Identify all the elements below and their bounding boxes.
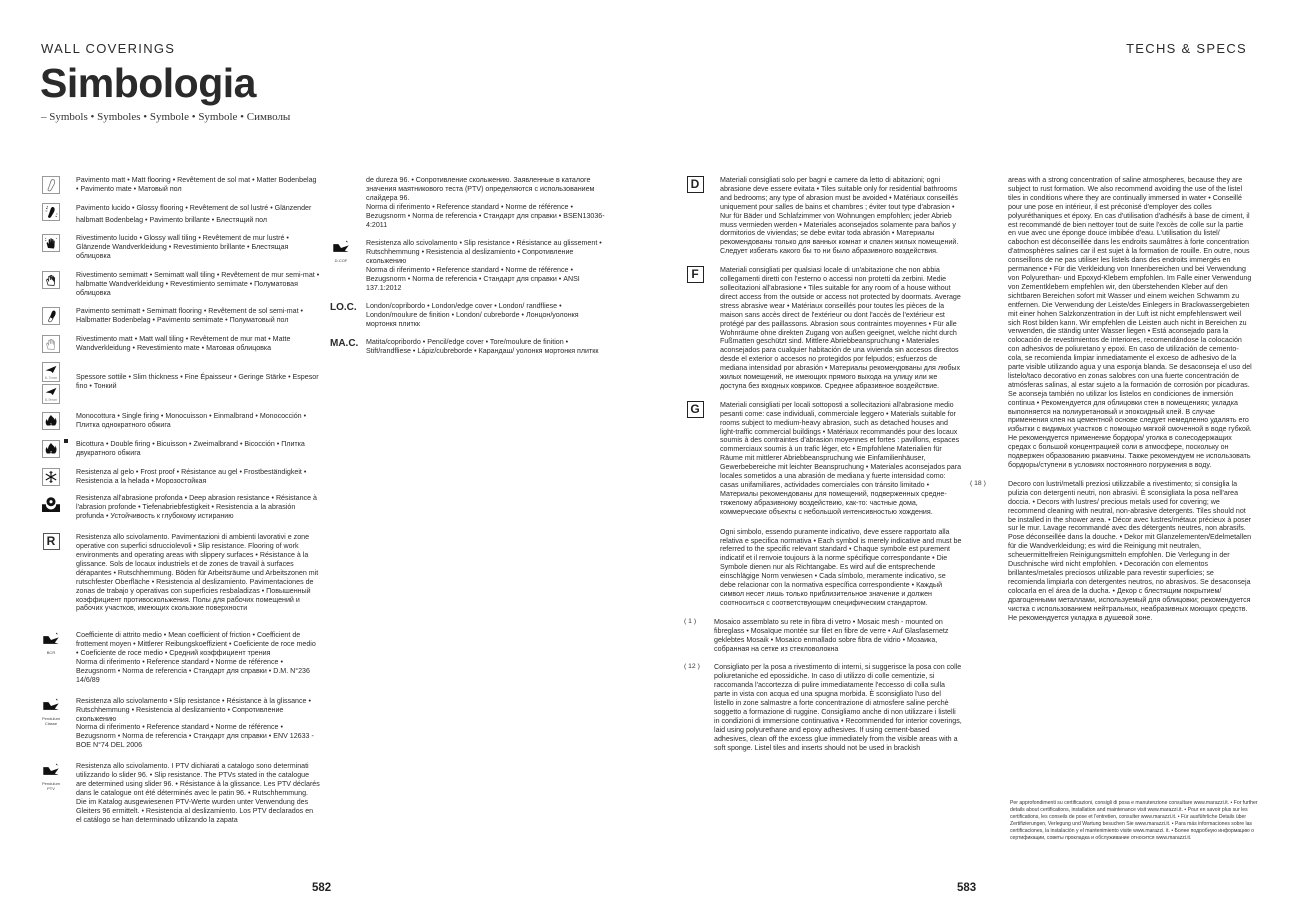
matt-flooring-icon (42, 176, 60, 194)
svg-text:2: 2 (49, 449, 53, 455)
glossy-flooring-icon (42, 203, 60, 221)
class-d-icon: D (687, 176, 704, 193)
bcr-friction-icon: BCR (40, 631, 62, 655)
class-g-icon: G (687, 401, 704, 418)
symbol-entry: Pavimento semimatt • Semimatt flooring • Revêtement de sol semi-mat • Halbmatter Bodenbelag • Pavimento semimate • Полуматовый пол (40, 307, 320, 325)
matt-wall-tiling-icon (42, 335, 60, 353)
symbol-entry: Pavimento matt • Matt flooring • Revêtement de sol mat • Matter Bodenbelag • Pavimento mate • Матовый пол (40, 176, 320, 194)
note-number: ( 12 ) (684, 663, 700, 671)
continuation-entry: areas with a strong concentration of saline atmospheres, because they are subject to rust formation. We also recommend avoiding the use of the listel tiles in conditions where they are continually immersed in water • Conseillé pour une pose en intérieur, il est préconisé d'employer des colles polyuréthaniques et époxy. En cas d'utilisation d'adhésifs à base de ciment, il est recommandé de bien nettoyer tout de suite l'excès de colle sur la partie en vue avec une éponge douce imbibée d'eau. L'utilisation du listel/ cabochon est déconseillée dans les endroits saumâtres à forte concentration d'atmosphères salines car il est sujet à la formation de rouille. En outre, nous conseillons de ne pas utiliser les listels dans des endroits immergés en permanence • Für die Verkleidung von Innenbereichen und bei Verwendung von Polyurethan- und Epoxyd-Klebern empfohlen. Im Falle einer Verwendung von Zementklebern empfehlen wir, den überstehenden Kleber auf den sichtbaren Bereichen sofort mit Wasser und einem weichen Schwamm zu entfernen. Die Verwendung der Leiste/des Einlegers in Brackwassergebieten mit einer hohen Salzkonzentration in der Luft ist nicht empfehlenswert weil sich Rost bilden kann. Wir empfehlen die Leisten auch nicht in Bereichen zu verwenden, die ständig unter Wasser liegen • Está aconsejado para la colocación de revestimientos de interiores, recomendándose la colocación con adhesivos de poliuretano y epoxi. En caso de utilización de cemento-cola, se recomienda limpiar inmediatamente el exceso de adhesivo de la parte visible utilizando agua y una esponja blanda. Se desaconseja el uso del listelo/taco decorativo en zonas salobres con una fuerte concentración de atmósferas salinas, al estar sujeto a la formación de corrosión por picaduras. Se aconseja también no utilizar los listelos en condiciones de inmersión continua • Рекомендуется для облицовки стен в помещениях; укладка выполняется на полиуретановый и эпоксидный клей. В случае применения клея на цементной основе следует немедленно удалять его избытки с видимых участков с помощью мягкой смоченной в воде губкой. Не рекомендуется применение бордюра/ уголка в солесодержащих средах с большой концентрацией соли в атмосфере, поскольку он подвержен образованию ржавчины. Также рекомендуем не использовать бордюры/ступени в условиях постоянного погружения в воду. (1008, 176, 1252, 469)
edge-cover-entry: LO.C. London/copribordo • London/edge cover • London/ randfliese • London/moulure de finition • London/ cubreborde • Лонцон/уолонкя мортонкя плиткк (330, 301, 579, 328)
note-number: ( 18 ) (970, 479, 986, 487)
frost-proof-icon (42, 468, 60, 486)
section-label-techs-specs: TECHS & SPECS (1126, 41, 1247, 56)
semimatt-flooring-icon (42, 307, 60, 325)
symbols-column-4 (970, 176, 1252, 631)
footnote: Per approfondimenti su certificazioni, consigli di posa e manutenzione consultare www.marazzi.it. • For further details about certifications, installation and maintenance visit www.marazzi.it. • Pour en savoir plus sur les certifications, les conseils de pose et l'entretien, consulter www.marazzi.it. • Für ausführliche Details über Zertifizierungen, Verlegung und Wartung besuchen Sie www.marazzi.it. • Para más informaciones sobre las certificaciones, la instalación y el mantenimiento visite www.marazzi. it. • Более подробную информацию о сертификации, советы прокладка и обслуживание относится www.marazzi.it. (1010, 800, 1258, 842)
code-label: LO.C. (330, 301, 357, 313)
pendulum-classe-icon: Pendulum Classe (40, 697, 62, 726)
disclaimer-entry: Ogni simbolo, essendo puramente indicativo, deve essere rapportato alla relativa e specifica normativa • Each symbol is merely indicative and must be referred to the specific relevant standard • Chaque symbole est purement indicatif et il renvoie toujours à la norme spécifique correspondante • Die Symbole dienen nur als Richtangabe. Es wird auf die entsprechende einschlägige Norm verwiesen • Cada símbolo, meramente indicativo, se debe relacionar con la normativa específica correspondiente • Каждый символ несет лишь только приблизительное значение и должен соотноситься с соответствующим специфическим стандартом. (720, 527, 962, 607)
symbol-entry: Pendulum Classe Resistenza allo scivolamento • Slip resistance • Résistance à la glissance • Rutschhemmung • Resistencia al deslizamiento • Сопротивление скольжению Norma di riferimento • Reference standard • Norme de référence • Bezugsnorm • Norma de referencia • Стандарт для справки • ENV 12633 - BOE N°74 DEL 2006 (41, 696, 314, 750)
symbols-column-1 (40, 176, 320, 834)
symbol-entry: BCR Coefficiente di attrito medio • Mean coefficient of friction • Coefficient de frottement moyen • Mittlerer Reibungskoeffizient • Coeficiente de roce medio • Coeficiente de roce medio • Средний коэффициент трения Norma di riferimento • Reference standard • Norme de référence • Bezugsnorm • Norma de referencia • Стандарт для справки • D.M. N°236 14/6/89 (40, 631, 320, 684)
pendulum-ptv-icon: Pendulum PTV (40, 762, 62, 791)
symbol-entry: 1 Monocottura • Single firing • Monocuisson • Einmalbrand • Monococción • Плитка однократного обжига (40, 412, 320, 430)
page-subtitle: – Symbols • Symboles • Symbole • Symbole • Символы (41, 111, 291, 123)
symbol-entry: 6-7mm 8-9mm Spessore sottile • Slim thickness • Fine Épaisseur • Geringe Stärke • Espesor fino • Тонкий (40, 362, 320, 404)
symbol-entry: 2 Bicottura • Double firing • Bicuisson • Zweimalbrand • Bicocción • Плитка двукратного обжига (40, 440, 320, 458)
symbol-entry: Pavimento lucido • Glossy flooring • Revêtement de sol lustré • Glänzender halbmatt Bodenbelag • Pavimento brillante • Блестящий пол (40, 203, 320, 226)
section-label-wall-coverings: WALL COVERINGS (41, 41, 176, 56)
page-title: Simbologia (40, 60, 256, 106)
page-number-left: 582 (312, 882, 332, 894)
note-entry: ( 18 ) Decoro con lustri/metalli preziosi utilizzabile a rivestimento; si consiglia la pulizia con detergenti neutri, non abrasivi. È sconsigliata la posa nell'area doccia. • Decors with lustres/ precious metals used for covering; we recommend cleaning with neutral, non-abrasive detergents. Tiles should not be installed in the shower area. • Décor avec lustres/métaux précieux à poser sur le mur. Lavage recommandé avec des détergents neutres, non abrasifs. Pose déconseillée dans la douche. • Dekor mit Glanzelementen/Edelmetallen für die Wandverkleidung; es wird die Reinigung mit neutralen, scheuermittelfreien Reinigungsmitteln empfohlen. Die Verlegung in der Duschnische wird nicht empfohlen. • Decoración con elementos brillantes/metales preciosos utilizable para revestir superficies; se recomienda limpiarla con detergentes neutros, no abrasivos. Se desaconseja colocarla en el área de la ducha. • Декор с блестящим покрытием/драгоценными металлами, используемый для облицовки; рекомендуется чистка с использованием нейтральных, неабразивных моющих средств. Не рекомендуется укладка в душевой зоне. (970, 479, 1252, 622)
symbol-entry: Rivestimento matt • Matt wall tiling • Revêtement de mur mat • Matte Wandverkleidung • Revestimiento mate • Матовая облицовка (40, 335, 320, 353)
deep-abrasion-icon (42, 494, 60, 512)
symbols-column-2 (330, 176, 605, 364)
symbol-entry: Resistenza all'abrasione profonda • Deep abrasion resistance • Résistance à l'abrasion profonde • Tiefenabriebfestigkeit • Resistencia a la abrasión profunda • Устойчивость к глубокому истиранию (40, 494, 320, 521)
note-entry: ( 12 ) Consigliato per la posa a rivestimento di interni, si suggerisce la posa con colle poliuretaniche ed epossidiche. In caso di utilizzo di colle cementizie, si raccomanda l'accortezza di pulire immediatamente l'eccesso di colla sulla parte in vista con acqua ed una spugna morbida. È sconsigliato l'uso del listello in zone salmastre a forte concentrazione di atmosfere saline perchè soggetto a formazione di ruggine. Consigliamo anche di non utilizzare i listelli in condizioni di immersione continuativa • Recommended for interior coverings, laid using polyurethane and epoxy adhesives. If using cement-based adhesives, clean off the excess glue immediately from the visible areas with a soft sponge. Listel tiles and inserts should not be used in brackish (684, 663, 962, 752)
symbol-entry: Pendulum PTV Resistenza allo scivolamento. I PTV dichiarati a catalogo sono determinati utilizzando lo slider 96. • Slip resistance. The PTVs stated in the catalogue are determined using slider 96. • Résistance à la glissance. Les PTV déclarés dans le catalogue ont été déterminés avec le patin 96. • Rutschhemmung. Die im Katalog ausgewiesenen PTV-Werte wurden unter Verwendung des Gleiters 96 ermittelt. • Resistencia al deslizamiento. Los PTV declarados en el catálogo se han determinado utilizando la zapata (41, 762, 320, 824)
abrasion-class-entry: F Materiali consigliati per qualsiasi locale di un'abitazione che non abbia collegamenti diretti con l'esterno o accessi non protetti da zerbini. Medie sollecitazioni all'abrasione • Tiles suitable for any room of a house without direct access from the outside or access not protected by doormats. Average stress abrasive wear • Matériaux conseillés pour toutes les pièces de la maison sans accès direct de l'extérieur ou dont l'accès de l'extérieur est protégé par des paillassons. Abrasion sous contraintes moyennes • Für alle Wohnräume ohne direkten Zugang von außen geeignet, welche nicht durch Fußmatten geschützt sind. Mittlere Abriebbeanspruchung • Materiales aconsejados para cualquier habitación de una vivienda sin accesos directos desde el exterior o accesos no protegidos por felpudos; esfuerzos de mediana intensidad por abrasión • Материалы рекомендованы для любых жилых помещений, не имеющих прямого выхода на улицу или же доступа без входных ковриков. Среднее абразивное воздействие. (684, 266, 962, 391)
single-firing-icon (42, 412, 60, 430)
symbol-entry: Rivestimento semimatt • Semimatt wall tiling • Revêtement de mur semi-mat • halbmatte Wandverkleidung • Revestimiento semimate • Полуматовая облицовка (40, 271, 320, 298)
continuation-entry: de dureza 96. • Сопротивление скольжению. Заявленные в каталоге значения маятникового теста (PTV) определяются с использованием слайдера 96. Norma di riferimento • Reference standard • Norme de référence • Bezugsnorm • Norma de referencia • Стандарт для справки • BSEN13036-4:2011 (366, 176, 605, 229)
square-bullet-icon (64, 439, 68, 443)
svg-text:1: 1 (49, 421, 53, 427)
symbol-entry: R Resistenza allo scivolamento. Pavimentazioni di ambienti lavorativi e zone operative con superfici sdrucciolevoli • Slip resistance. Flooring of work environments and operating areas with slippery surfaces • Résistance à la glissance. Sols de locaux industriels et de zones de travail à surfaces dérapantes • Rutschhemmung. Böden für Arbeitsräume und Arbeitszonen mit rutschfester Oberfläche • Resistencia al deslizamiento. Pavimentaciones de zonas de trabajo y operativas con superficies resbaladizas • Повышенный коэффициент противоскольжения. Полы для рабочих помещений и рабочих участков, имеющих скользкие поверхности (40, 533, 320, 613)
symbol-entry: Resistenza al gelo • Frost proof • Résistance au gel • Frostbeständigkeit • Resistencia a la helada • Морозостойкая (40, 468, 320, 486)
slim-thickness-icon: 6-7mm 8-9mm (40, 362, 62, 404)
slip-resistance-r-icon: R (43, 533, 60, 550)
dcof-icon: D-COF (330, 239, 352, 263)
page-number-right: 583 (957, 882, 977, 894)
glossy-wall-tiling-icon (42, 234, 60, 252)
code-label: MA.C. (330, 337, 359, 349)
class-f-icon: F (687, 266, 704, 283)
note-entry: ( 1 ) Mosaico assemblato su rete in fibra di vetro • Mosaic mesh - mounted on fibreglass • Mosaïque montée sur filet en fibre de verre • Auf Glasfasernetz geklebtes Mosaik • Mosaico enmallado sobre fibra de vidrio • Мозаика, собранная на сетке из стекловолокна (684, 617, 949, 653)
abrasion-class-entry: D Materiali consigliati solo per bagni e camere da letto di abitazioni; ogni abrasione deve essere evitata • Tiles suitable only for residential bathrooms and bedrooms; any type of abrasion must be avoided • Matériaux conseillés uniquement pour salles de bains et chambres ; éviter tout type d'abrasion • Nur für Bäder und Schlafzimmer von Wohnungen empfohlen; jeder Abrieb muss vermieden werden • Materiales aconsejados solamente para baños y dormitorios de viviendas; se debe evitar toda abrasión • Материалы рекомендованы только для ванных комнат и спален жилых помещений. Следует избегать какого бы то ни было абразивного воздействия. (684, 176, 962, 256)
abrasion-class-entry: G Materiali consigliati per locali sottoposti a sollecitazioni all'abrasione medio pesanti come: case individuali, commerciale leggero • Materials suitable for rooms subject to medium-heavy abrasion, such as detached houses and light-traffic commercial buildings • Matériaux recommandés pour des locaux soumis à des contraintes d'abrasion moyennes et fortes : pavillons, espaces commerciaux soumis à un trafic léger, etc • Empfohlene Materialien für Räume mit mittlerer Abriebbeanspruchung wie Einfamilienhäuser, Gewerbebereiche mit leichter Beanspruchung • Materiales aconsejados para locales sometidos a una abrasión de mediana y fuerte intensidad como: casas unifamiliares, actividades comerciales con tránsito limitado • Материалы рекомендованы для помещений, подверженных средне-тяжелому абразивному воздействию, как-то: частные дома, коммерческие объекты с небольшой интенсивностью хождения. (684, 401, 962, 517)
double-firing-icon (42, 440, 60, 458)
symbols-column-3 (684, 176, 962, 761)
symbol-entry: Rivestimento lucido • Glossy wall tiling • Revêtement de mur lustré • Glänzende Wandverkleidung • Revestimiento brillante • Блестящая облицовка (40, 234, 320, 261)
symbol-entry: D-COF Resistenza allo scivolamento • Slip resistance • Résistance au glissement • Rutschhemmung • Resistencia al deslizamiento • Сопротивление скольжению Norma di riferimento • Reference standard • Norme de référence • Bezugsnorm • Norma de referencia • Стандарт для справки • ANSI 137.1:2012 (330, 239, 605, 292)
edge-cover-entry: MA.C. Matita/copribordo • Pencil/edge cover • Tore/moulure de finition • Stift/randfliese • Lápiz/cubreborde • Карандаш/ уолонкя мортонкя плиткк (330, 337, 599, 355)
semimatt-wall-tiling-icon (42, 271, 60, 289)
note-number: ( 1 ) (684, 617, 697, 625)
